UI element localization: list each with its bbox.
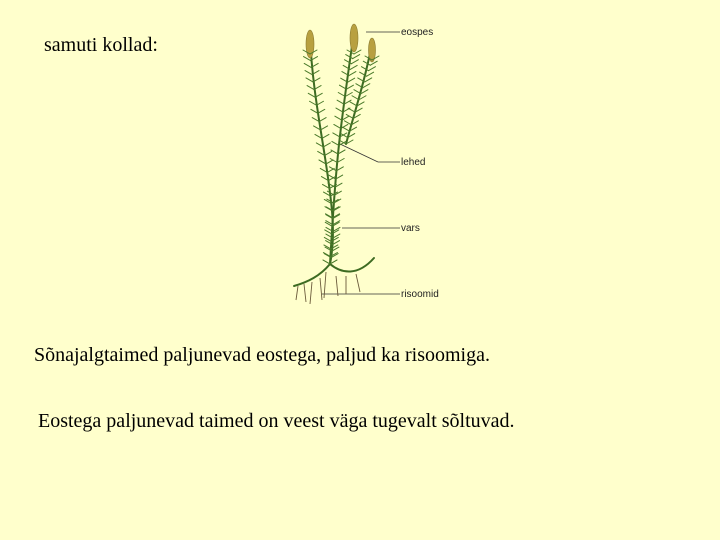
leaf — [350, 65, 357, 69]
leaf — [346, 85, 353, 89]
leaf — [351, 60, 358, 64]
leaf — [343, 127, 350, 131]
leaf — [365, 78, 372, 82]
leaf — [349, 72, 356, 76]
leaf — [331, 150, 338, 154]
leaf — [306, 78, 313, 82]
label-leaves: lehed — [401, 157, 426, 168]
plant-roots — [296, 272, 360, 304]
leaf — [323, 252, 330, 256]
spore-cone-2 — [350, 24, 358, 52]
leaf — [321, 126, 328, 130]
clubmoss-plant-illustration — [280, 14, 480, 310]
leaf — [348, 78, 355, 82]
leaf — [336, 108, 343, 112]
leaf — [308, 93, 315, 97]
leaf — [337, 100, 344, 104]
leaf — [322, 134, 329, 138]
leaf — [367, 72, 374, 76]
text-line-reproduction: Sõnajalgtaimed paljunevad eostega, paljud ka risoomiga. — [34, 344, 490, 366]
leaf — [333, 133, 340, 137]
leaf — [319, 118, 326, 122]
leaf — [323, 143, 330, 147]
pointer-line-leaves-a — [340, 144, 378, 162]
leaf — [335, 116, 342, 120]
leaf — [333, 234, 340, 238]
leaf — [353, 55, 360, 59]
leaf — [348, 108, 355, 112]
plant-stems — [294, 32, 374, 286]
leaf — [304, 63, 311, 67]
plant-figure — [280, 14, 480, 310]
slide-heading: samuti kollad: — [44, 34, 158, 56]
leaf — [323, 260, 330, 264]
leaf — [305, 71, 312, 75]
leaf — [318, 109, 325, 113]
label-spores: eospes — [401, 27, 434, 38]
leaf — [307, 86, 314, 90]
leaf — [363, 84, 370, 88]
leaf — [338, 93, 345, 97]
leaf — [332, 141, 339, 145]
leaf — [334, 124, 341, 128]
leaf — [325, 151, 332, 155]
label-roots: risoomid — [401, 289, 439, 300]
leaf — [368, 67, 375, 71]
text-line-water-dependence: Eostega paljunevad taimed on veest väga tugevalt sõltuvad. — [38, 410, 515, 432]
label-stem: vars — [401, 223, 420, 234]
leaf — [346, 114, 353, 118]
leaf — [350, 102, 357, 106]
leaf — [326, 160, 333, 164]
